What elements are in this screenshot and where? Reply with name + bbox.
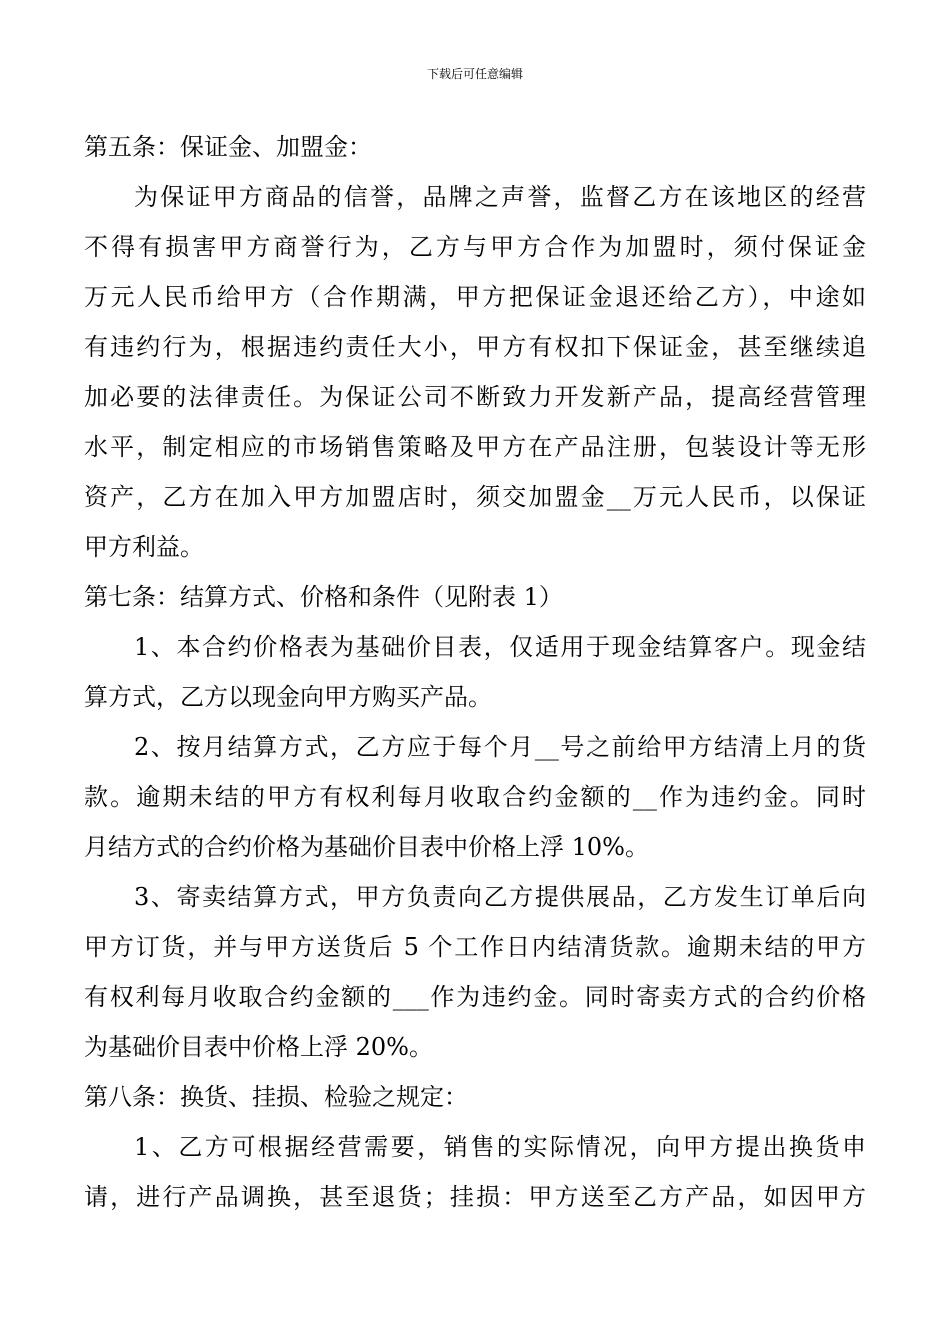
text-line: 有权利每月收取合约金额的___作为违约金。同时寄卖方式的合约价格 — [84, 983, 866, 1011]
text-line: 3、寄卖结算方式，甲方负责向乙方提供展品，乙方发生订单后向 — [134, 883, 866, 911]
text-line: 万元人民币给甲方（合作期满，甲方把保证金退还给乙方），中途如 — [84, 283, 866, 311]
text-line: 请，进行产品调换，甚至退货；挂损：甲方送至乙方产品，如因甲方 — [84, 1183, 866, 1211]
text-line: 2、按月结算方式，乙方应于每个月__号之前给甲方结清上月的货 — [134, 733, 866, 761]
page-header: 下载后可任意编辑 — [426, 67, 523, 81]
text-line: 甲方利益。 — [84, 533, 204, 561]
text-line: 甲方订货，并与甲方送货后 5 个工作日内结清货款。逾期未结的甲方 — [84, 933, 866, 961]
text-line: 加必要的法律责任。为保证公司不断致力开发新产品，提高经营管理 — [84, 383, 866, 411]
text-line: 款。逾期未结的甲方有权利每月收取合约金额的__作为违约金。同时 — [84, 783, 866, 811]
text-line: 资产，乙方在加入甲方加盟店时，须交加盟金__万元人民币，以保证 — [84, 483, 866, 511]
text-line: 为保证甲方商品的信誉，品牌之声誉，监督乙方在该地区的经营 — [134, 183, 866, 211]
text-line: 算方式，乙方以现金向甲方购买产品。 — [84, 683, 492, 711]
text-line: 月结方式的合约价格为基础价目表中价格上浮 10%。 — [84, 833, 649, 861]
text-line: 有违约行为，根据违约责任大小，甲方有权扣下保证金，甚至继续追 — [84, 333, 866, 361]
text-line: 第七条：结算方式、价格和条件（见附表 1） — [84, 583, 563, 611]
text-line: 1、乙方可根据经营需要，销售的实际情况，向甲方提出换货申 — [134, 1133, 866, 1161]
text-line: 不得有损害甲方商誉行为，乙方与甲方合作为加盟时，须付保证金 — [84, 233, 866, 261]
text-line: 第八条：换货、挂损、检验之规定： — [84, 1083, 468, 1111]
text-line: 第五条：保证金、加盟金： — [84, 133, 372, 161]
text-line: 水平，制定相应的市场销售策略及甲方在产品注册，包装设计等无形 — [84, 433, 866, 461]
text-line: 1、本合约价格表为基础价目表，仅适用于现金结算客户。现金结 — [134, 633, 866, 661]
text-line: 为基础价目表中价格上浮 20%。 — [84, 1033, 433, 1061]
